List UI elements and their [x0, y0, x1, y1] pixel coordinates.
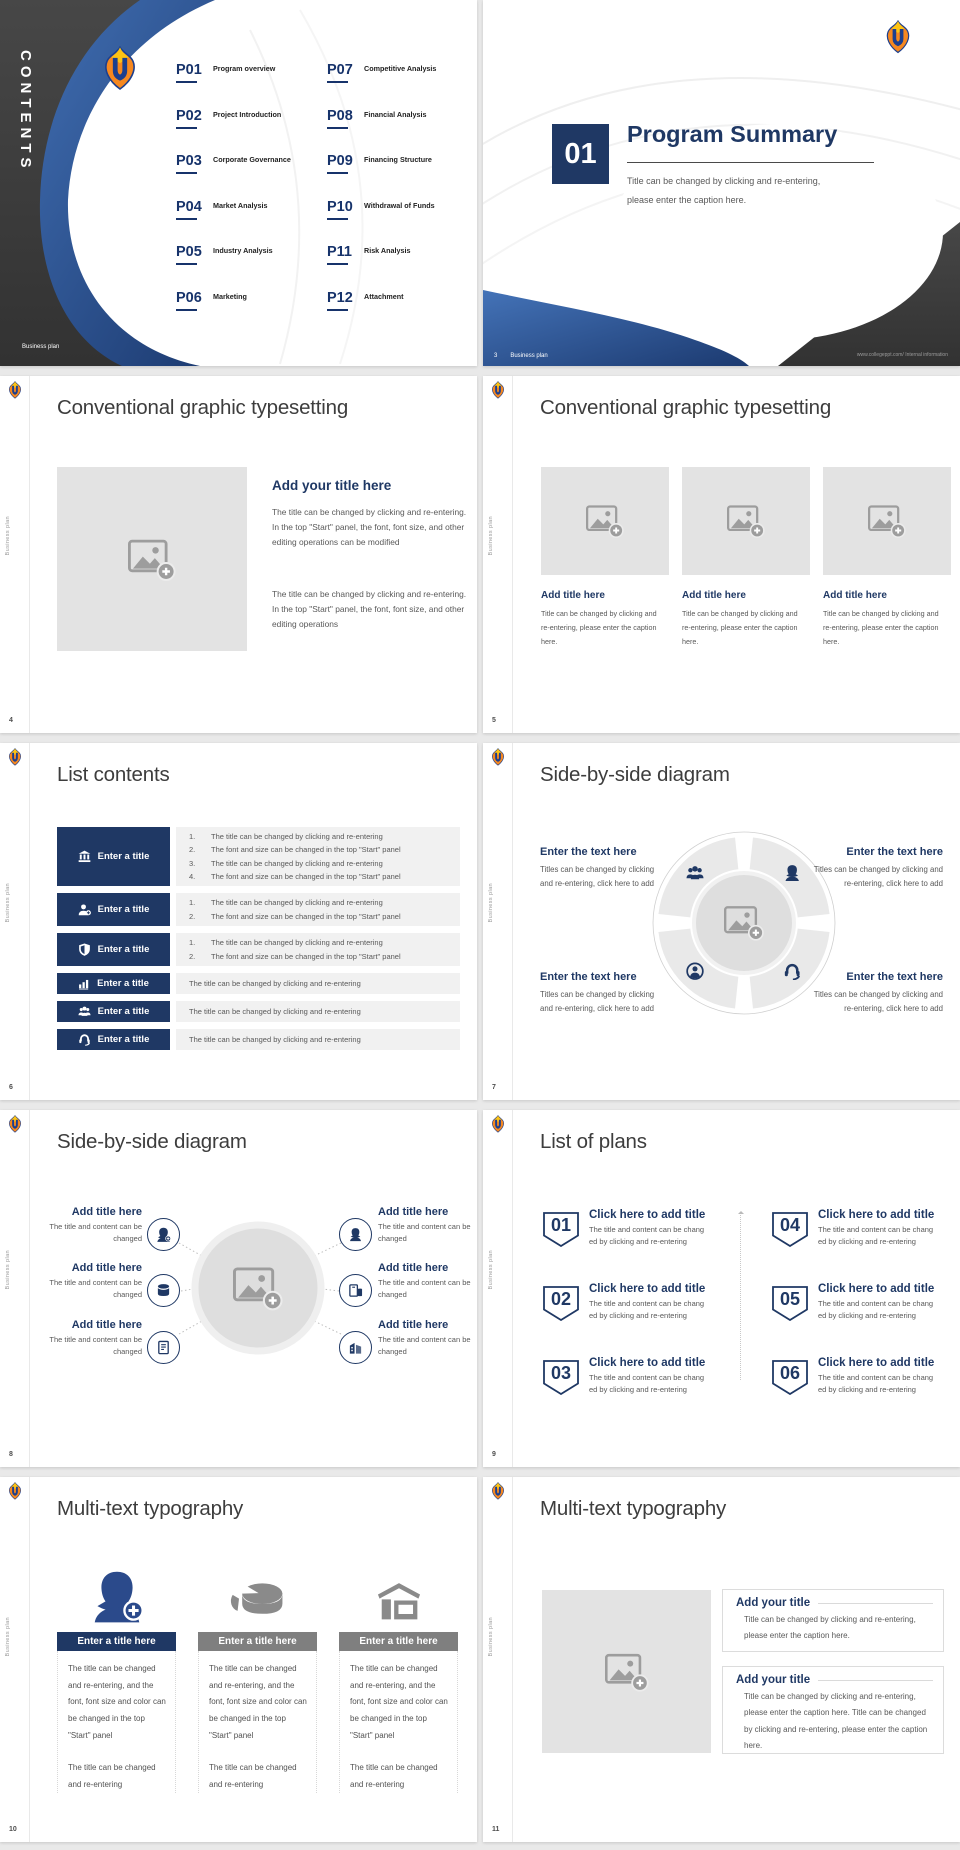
toc-number: P02 [176, 108, 316, 129]
toc-number: P10 [327, 199, 467, 220]
toc-item[interactable] [327, 244, 467, 290]
toc-column-left [176, 62, 316, 335]
chip-label: Enter a title [97, 1006, 150, 1017]
list-line-number: 1. [189, 938, 196, 948]
section-title: Program Summary [627, 121, 838, 147]
woman-icon [348, 1227, 363, 1242]
block-heading: Enter the text here [540, 971, 637, 983]
university-logo [883, 20, 913, 54]
plan-body: The title and content can be chang ed by clicking and re-entering [818, 1299, 934, 1320]
card-title: Add title here [823, 590, 887, 601]
side-divider [512, 1110, 513, 1467]
side-label: Business plan [5, 516, 11, 556]
block-body: The title and content can be changed [378, 1222, 471, 1244]
slide-thumbnail-hub-diagram[interactable] [0, 1110, 477, 1467]
chip-label: Enter a title [97, 904, 150, 915]
toc-number: P03 [176, 153, 316, 174]
column-body [339, 1651, 458, 1793]
plan-number-badge: 02 [543, 1286, 579, 1321]
page-number: 8 [9, 1451, 13, 1458]
image-card[interactable] [682, 467, 810, 649]
side-divider [512, 376, 513, 733]
university-logo [7, 748, 23, 766]
plan-body: The title and content can be chang ed by clicking and re-entering [589, 1225, 705, 1246]
slide-thumbnail-typography-2block[interactable] [483, 1477, 960, 1842]
list-panel [176, 933, 460, 966]
woman-add-icon [90, 1569, 144, 1623]
footer-url: www.collegeppt.com/ Internal information [856, 352, 948, 358]
toc-item[interactable] [327, 199, 467, 245]
bank-icon [78, 850, 91, 863]
list-line-text: The title can be changed by clicking and re-entering [189, 1007, 361, 1016]
image-card[interactable] [541, 467, 669, 649]
toc-item[interactable] [176, 153, 316, 199]
side-label: Business plan [5, 1250, 11, 1290]
caption-body: Title can be changed by clicking and re-entering, please enter the caption here. Title can be changed by clicking and re-entering, please enter the caption here. [744, 1692, 928, 1751]
plan-heading: Click here to add title [818, 1357, 935, 1369]
text-block[interactable] [378, 1319, 477, 1359]
toc-item[interactable] [327, 153, 467, 199]
list-line-text: The title can be changed by clicking and re-entering [189, 1035, 361, 1044]
slide-title: Side-by-side diagram [540, 763, 730, 786]
plan-heading: Click here to add title [589, 1357, 706, 1369]
text-block[interactable] [808, 846, 943, 891]
toc-item[interactable] [327, 290, 467, 336]
toc-item[interactable] [176, 199, 316, 245]
image-card[interactable] [823, 467, 951, 649]
section-caption [627, 172, 820, 211]
slide-footer: Business plan [22, 344, 60, 350]
caption-heading-row [723, 1667, 943, 1686]
university-logo [7, 1482, 23, 1500]
toc-number: P06 [176, 290, 316, 311]
text-block[interactable] [42, 1319, 142, 1359]
plan-number-badge: 05 [772, 1286, 808, 1321]
block-body: Titles can be changed by clicking and re-entering, click here to add [540, 990, 655, 1014]
slide-thumbnail-graphic-2[interactable] [483, 376, 960, 733]
list-line-text: The title can be changed by clicking and re-entering [211, 832, 383, 842]
database-icon [156, 1283, 171, 1298]
footer-label: Business plan [510, 353, 548, 359]
toc-label: Project Introduction [213, 109, 282, 119]
block-heading: Enter the text here [846, 846, 943, 858]
toc-number: P12 [327, 290, 467, 311]
caption-line: please enter the caption here. [627, 195, 747, 206]
image-placeholder[interactable] [682, 467, 810, 575]
plan-number-badge: 01 [543, 1212, 579, 1247]
text-block[interactable] [540, 971, 666, 1016]
image-placeholder[interactable] [542, 1590, 711, 1753]
add-image-icon [727, 504, 765, 538]
block-body: The title and content can be changed [49, 1335, 142, 1357]
slide-thumbnail-typography-3col[interactable] [0, 1477, 477, 1842]
slide-thumbnail-plans[interactable] [483, 1110, 960, 1467]
text-block[interactable] [808, 971, 943, 1016]
document-icon [156, 1340, 171, 1355]
list-line-number: 2. [189, 911, 196, 921]
toc-label: Competitive Analysis [364, 64, 437, 73]
column-icon [57, 1565, 176, 1623]
toc-item[interactable] [176, 62, 316, 108]
bar-chart-icon [78, 978, 90, 990]
title-underline [627, 162, 874, 163]
page-number: 10 [9, 1826, 17, 1833]
add-image-icon [128, 538, 176, 581]
plan-item[interactable] [818, 1283, 960, 1321]
list-title-chip[interactable] [57, 827, 170, 886]
plan-heading: Click here to add title [818, 1209, 935, 1221]
chip-label: Enter a title [97, 1034, 150, 1045]
team-icon [78, 1005, 91, 1018]
body-paragraph: The title can be changed by clicking and re-entering. In the top "Start" panel, the font, font size, and other editing operations can be modified [272, 507, 467, 547]
toc-column-right [327, 62, 467, 335]
section-number: 01 [552, 124, 609, 184]
plan-item[interactable] [589, 1283, 741, 1321]
caption-line: Title can be changed by clicking and re-entering, [627, 176, 821, 186]
text-block[interactable] [378, 1262, 477, 1302]
add-image-icon [605, 1652, 649, 1692]
block-heading: Add title here [71, 1262, 142, 1274]
side-divider [29, 376, 30, 733]
text-block[interactable] [378, 1206, 477, 1246]
list-panel [176, 1029, 460, 1050]
list-line-text: The font and size can be changed in the top "Start" panel [211, 871, 401, 881]
column-header[interactable]: Enter a title here [339, 1632, 458, 1651]
plan-body: The title and content can be chang ed by clicking and re-entering [589, 1373, 705, 1394]
toc-number: P05 [176, 244, 316, 265]
column-paragraph: The title can be changed and re-entering [209, 1763, 297, 1789]
university-logo [490, 1482, 506, 1500]
block-body: The title and content can be changed [378, 1278, 471, 1300]
slide-title: Side-by-side diagram [57, 1130, 247, 1153]
page-number: 3 [494, 353, 498, 359]
column-paragraph: The title can be changed and re-entering, and the font, font size and color can be changed in the top "Start" panel [209, 1664, 307, 1740]
block-body: Titles can be changed by clicking and re-entering, click here to add [540, 865, 655, 889]
block-body: Titles can be changed by clicking and re-entering, click here to add [813, 990, 943, 1014]
list-line-text: The font and size can be changed in the top "Start" panel [211, 951, 401, 961]
toc-item[interactable] [327, 108, 467, 154]
caption-box[interactable] [722, 1589, 944, 1652]
slide-title: Multi-text typography [57, 1497, 244, 1520]
toc-number: P01 [176, 62, 316, 83]
text-block[interactable] [42, 1262, 142, 1302]
list-panel [176, 1001, 460, 1022]
page-number: 6 [9, 1084, 13, 1091]
toc-item[interactable] [176, 290, 316, 336]
page-number: 4 [9, 717, 13, 724]
side-label: Business plan [5, 883, 11, 923]
block-body: The title and content can be changed [378, 1335, 471, 1357]
page-number: 5 [492, 717, 496, 724]
column-header[interactable]: Enter a title here [198, 1632, 317, 1651]
plan-number-badge: 04 [772, 1212, 808, 1247]
slide-title: List of plans [540, 1130, 647, 1153]
caption-heading-row [723, 1590, 943, 1609]
plan-heading: Click here to add title [818, 1283, 935, 1295]
slide-thumbnail-list[interactable] [0, 743, 477, 1100]
contents-vertical-title: CONTENTS [17, 50, 34, 173]
card-caption: Title can be changed by clicking and re-entering, please enter the caption here. [541, 609, 657, 647]
slide-footer [494, 353, 548, 359]
toc-label: Financial Analysis [364, 109, 427, 119]
list-line-text: The title can be changed by clicking and re-entering [189, 979, 361, 988]
toc-label: Industry Analysis [213, 246, 273, 255]
pie-chart-icon [229, 1577, 287, 1623]
list-panel [176, 827, 460, 886]
block-body: The title and content can be changed [49, 1278, 142, 1300]
side-label: Business plan [488, 1250, 494, 1290]
card-title: Add title here [541, 590, 605, 601]
list-line-text: The title can be changed by clicking and re-entering [211, 898, 383, 908]
side-label: Business plan [488, 1617, 494, 1657]
block-heading: Add title here [71, 1319, 142, 1331]
slide-thumbnail-section[interactable] [483, 0, 960, 366]
slide-title: Multi-text typography [540, 1497, 727, 1520]
chip-label: Enter a title [97, 944, 150, 955]
block-heading: Enter the text here [846, 971, 943, 983]
university-logo [490, 748, 506, 766]
column-paragraph: The title can be changed and re-entering, and the font, font size and color can be changed in the top "Start" panel [350, 1664, 448, 1740]
block-heading: Add title here [378, 1262, 449, 1274]
toc-item[interactable] [327, 62, 467, 108]
toc-label: Program overview [213, 64, 276, 73]
column-paragraph: The title can be changed and re-entering, and the font, font size and color can be changed in the top "Start" panel [68, 1664, 166, 1740]
side-label: Business plan [5, 1617, 11, 1657]
card-caption: Title can be changed by clicking and re-entering, please enter the caption here. [682, 609, 798, 647]
list-panel [176, 893, 460, 926]
list-line-number: 1. [189, 898, 196, 908]
page-number: 7 [492, 1084, 496, 1091]
column-icon [339, 1565, 458, 1623]
list-title-chip[interactable] [57, 893, 170, 926]
add-image-icon [586, 504, 624, 538]
card-title: Add title here [682, 590, 746, 601]
toc-label: Risk Analysis [364, 246, 411, 255]
toc-number: P07 [327, 62, 467, 83]
list-line-number: 2. [189, 845, 196, 855]
chip-label: Enter a title [97, 978, 149, 989]
side-label: Business plan [488, 883, 494, 923]
block-body: Titles can be changed by clicking and re-entering, click here to add [813, 865, 943, 889]
university-logo [490, 381, 506, 399]
side-divider [29, 1477, 30, 1842]
plan-number-badge: 03 [543, 1360, 579, 1395]
university-logo [490, 1115, 506, 1133]
column-body [57, 1651, 176, 1793]
add-image-icon [868, 504, 906, 538]
toc-number: P04 [176, 199, 316, 220]
column-paragraph: The title can be changed and re-entering [350, 1763, 438, 1789]
list-title-chip[interactable] [57, 973, 170, 994]
node-circle[interactable] [339, 1331, 372, 1364]
caption-heading: Add your title [736, 1674, 811, 1686]
plan-number-badge: 06 [772, 1360, 808, 1395]
list-line-number: 4. [189, 871, 196, 881]
heading-rule [818, 1603, 933, 1604]
side-divider [29, 743, 30, 1100]
woman-add-icon [156, 1227, 171, 1242]
list-title-chip[interactable] [57, 1029, 170, 1050]
node-circle[interactable] [339, 1274, 372, 1307]
image-placeholder[interactable] [57, 467, 247, 651]
chip-label: Enter a title [97, 851, 150, 862]
plan-body: The title and content can be chang ed by clicking and re-entering [818, 1373, 934, 1394]
side-label: Business plan [488, 516, 494, 556]
list-title-chip[interactable] [57, 1001, 170, 1022]
toc-label: Withdrawal of Funds [364, 200, 435, 210]
toc-label: Market Analysis [213, 200, 268, 210]
slide-title: List contents [57, 763, 170, 786]
card-row [541, 467, 951, 649]
node-circle[interactable] [147, 1274, 180, 1307]
slide-thumbnail-graphic-1[interactable] [0, 376, 477, 733]
plan-item[interactable] [818, 1357, 960, 1395]
block-body: The title and content can be changed [49, 1222, 142, 1244]
slide-title: Conventional graphic typesetting [57, 396, 349, 419]
block-heading: Enter the text here [540, 846, 637, 858]
toc-item[interactable] [176, 244, 316, 290]
side-divider [512, 743, 513, 1100]
plan-item[interactable] [589, 1209, 741, 1247]
person-add-icon [78, 903, 91, 916]
column-icon [198, 1565, 317, 1623]
caption-box[interactable] [722, 1666, 944, 1754]
body-paragraph: The title can be changed by clicking and re-entering. In the top "Start" panel, the font, font size, and other editing operations [272, 589, 467, 629]
caption-body: Title can be changed by clicking and re-entering, please enter the caption here. [744, 1615, 916, 1641]
plan-body: The title and content can be chang ed by clicking and re-entering [818, 1225, 934, 1246]
list-line-text: The font and size can be changed in the top "Start" panel [211, 911, 401, 921]
toc-number: P11 [327, 244, 467, 265]
list-panel [176, 973, 460, 994]
shield-icon [78, 943, 91, 956]
plan-body: The title and content can be chang ed by clicking and re-entering [589, 1299, 705, 1320]
body-heading: Add your title here [272, 478, 392, 493]
university-logo [7, 381, 23, 399]
list-line-text: The font and size can be changed in the top "Start" panel [211, 845, 401, 855]
list-line-text: The title can be changed by clicking and re-entering [211, 938, 383, 948]
caption-heading: Add your title [736, 1597, 811, 1609]
card-caption: Title can be changed by clicking and re-entering, please enter the caption here. [823, 609, 939, 647]
node-circle[interactable] [147, 1218, 180, 1251]
toc-label: Attachment [364, 291, 404, 301]
list-line-number: 1. [189, 832, 196, 842]
list-line-number: 2. [189, 951, 196, 961]
node-circle[interactable] [147, 1331, 180, 1364]
slide-title: Conventional graphic typesetting [540, 396, 832, 419]
slide-thumbnail-contents[interactable] [0, 0, 477, 366]
toc-label: Financing Structure [364, 155, 432, 164]
image-placeholder[interactable] [823, 467, 951, 575]
list-line-number: 3. [189, 858, 196, 868]
page-number: 9 [492, 1451, 496, 1458]
building-icon [348, 1340, 363, 1355]
toc-label: Corporate Governance [213, 155, 291, 164]
toc-label: Marketing [213, 291, 247, 301]
slide-thumbnail-donut-diagram[interactable] [483, 743, 960, 1100]
text-block[interactable] [42, 1206, 142, 1246]
plan-item[interactable] [589, 1357, 741, 1395]
page-number: 11 [492, 1826, 500, 1833]
store-icon [372, 1579, 426, 1623]
headset-icon [78, 1033, 91, 1046]
text-block[interactable] [540, 846, 666, 891]
toc-number: P09 [327, 153, 467, 174]
plan-heading: Click here to add title [589, 1283, 706, 1295]
column-paragraph: The title can be changed and re-entering [68, 1763, 156, 1789]
university-logo [100, 46, 140, 91]
column-header[interactable]: Enter a title here [57, 1632, 176, 1651]
image-placeholder[interactable] [541, 467, 669, 575]
column-body [198, 1651, 317, 1793]
list-line-text: The title can be changed by clicking and re-entering [211, 858, 383, 868]
list-title-chip[interactable] [57, 933, 170, 966]
block-heading: Add title here [71, 1206, 142, 1218]
block-heading: Add title here [378, 1319, 449, 1331]
plan-item[interactable] [818, 1209, 960, 1247]
plan-heading: Click here to add title [589, 1209, 706, 1221]
device-icon [348, 1283, 363, 1298]
toc-item[interactable] [176, 108, 316, 154]
node-circle[interactable] [339, 1218, 372, 1251]
toc-number: P08 [327, 108, 467, 129]
side-divider [512, 1477, 513, 1842]
block-heading: Add title here [378, 1206, 449, 1218]
heading-rule [818, 1680, 933, 1681]
